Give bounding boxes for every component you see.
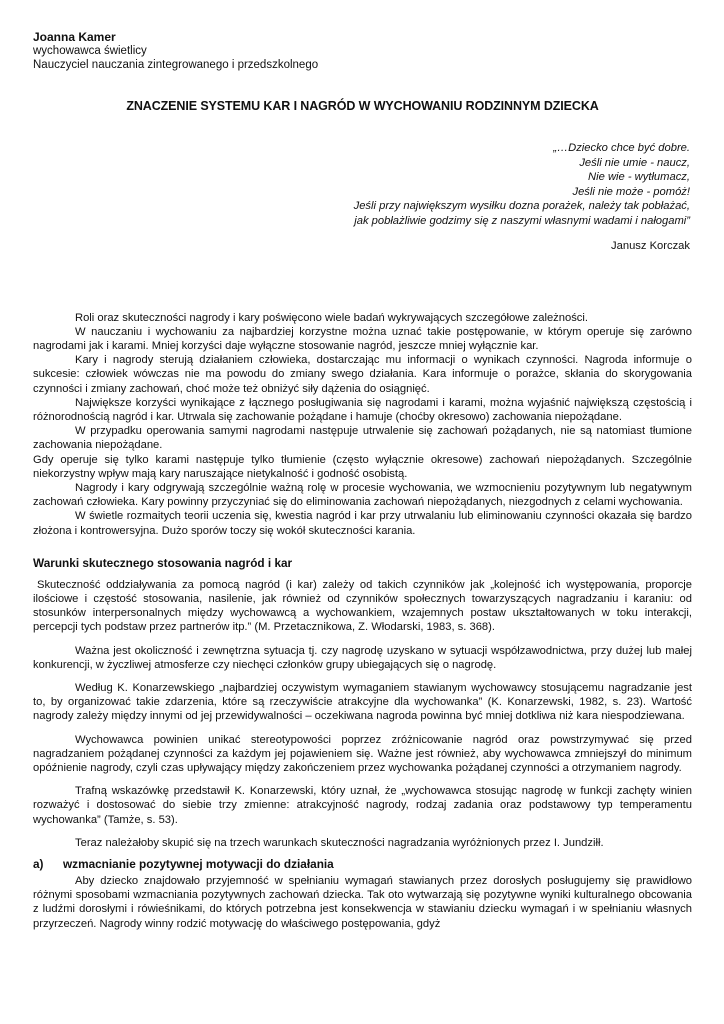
subsection-title: wzmacnianie pozytywnej motywacji do działania bbox=[63, 857, 334, 872]
subsection-a-body bbox=[33, 874, 692, 931]
section-conditions bbox=[33, 578, 692, 850]
paragraph: Roli oraz skuteczności nagrody i kary poświęcono wiele badań wykrywających szczegółowe zależności. bbox=[75, 311, 588, 324]
paragraph: Ważna jest okoliczność i zewnętrzna sytuacja tj. czy nagrodę uzyskano w sytuacji współzawodnictwa, przy dużej lub małej konkurencji, w życzliwej atmosferze czy niechęci członków grupy ubiegających się o nagrodę. bbox=[33, 644, 692, 671]
paragraph: Kary i nagrody sterują działaniem człowieka, dostarczając mu informacji o wynikach czynności. Nagroda informuje o sukcesie: człowiek wówczas nie ma powodu do zmiany swego działania. Kara informuje o porażce, skłania do skorygowania czynności i zmiany zachowań, choć może też obniżyć siły dążenia do osiągnięć. bbox=[33, 354, 692, 395]
author-role: wychowawca świetlicy bbox=[33, 45, 147, 57]
paragraph: W przypadku operowania samymi nagrodami następuje utrwalenie się zachowań pożądanych, nie są natomiast tłumione zachowania niepożądane. bbox=[33, 425, 692, 452]
quote-line: Jeśli nie może - pomóż! bbox=[572, 185, 690, 198]
author-position: Nauczyciel nauczania zintegrowanego i przedszkolnego bbox=[33, 59, 319, 71]
quote-line: Nie wie - wytłumacz, bbox=[588, 171, 690, 184]
paragraph: Skuteczność oddziaływania za pomocą nagród (i kar) zależy od takich czynników jak „kolejność ich występowania, proporcje ilościowe i częstość stosowania, nasilenie, jak również od czynników społecznych towarzyszących nagradzaniu i karaniu: od stosunków interpersonalnych między wychowawcą a wychowankiem, wzajemnych postaw ukształtowanych w toku interakcji, percepcji tych podstaw przez partnerów itp.” (M. Przetacznikowa, Z. Włodarski, 1983, s. 368). bbox=[33, 578, 692, 634]
quote-author: Janusz Korczak bbox=[611, 239, 690, 252]
subsection-heading bbox=[33, 857, 692, 871]
paragraph: W świetle rozmaitych teorii uczenia się, kwestia nagród i kar przy utrwalaniu lub eliminowaniu czynności okazała się bardzo złożona i kontrowersyjna. Dużo sporów toczy się wokół skuteczności karania. bbox=[33, 510, 692, 537]
paragraph: Nagrody i kary odgrywają szczególnie ważną rolę w procesie wychowania, we wzmocnieniu pozytywnym lub negatywnym zachowań człowieka. Kary powinny przyczyniać się do eliminowania zachowań niepożądanych, niezgodnych z celami wychowania. bbox=[33, 482, 692, 509]
author-name: Joanna Kamer bbox=[33, 30, 116, 44]
subsection-label: a) bbox=[33, 857, 44, 872]
paragraph: Teraz należałoby skupić się na trzech warunkach skuteczności nagradzania wyróżnionych przez I. Jundziłł. bbox=[75, 836, 604, 849]
document-title: ZNACZENIE SYSTEMU KAR I NAGRÓD W WYCHOWANIU RODZINNYM DZIECKA bbox=[126, 99, 599, 113]
document-page bbox=[33, 30, 692, 931]
paragraph: Największe korzyści wynikające z łącznego posługiwania się nagrodami i karami, można wyjaśnić największą częstością i różnorodnością nagród i kar. Utrwala się zachowanie pożądane i hamuje (choćby okresowo) zachowania niepożądane. bbox=[33, 396, 692, 423]
paragraph: Gdy operuje się tylko karami następuje tylko tłumienie (często wyłącznie okresowe) zachowań niepożądanych. Szczególnie niekorzystny wpływ mają kary naruszające nietykalność i godność osobistą. bbox=[33, 453, 692, 480]
paragraph: W nauczaniu i wychowaniu za najbardziej korzystne można uznać takie postępowanie, w którym operuje się zarówno nagrodami jak i karami. Mniej korzyści daje wyłączne stosowanie nagród, jeszcze mniej wyłącznie kar. bbox=[33, 325, 692, 352]
paragraph: Trafną wskazówkę przedstawił K. Konarzewski, który uznał, że „wychowawca stosując nagrodę w funkcji zachęty winien rozważyć i dostosować do siebie trzy zmienne: atrakcyjność nagrody, rodzaj zadania oraz podstawowy typ temperamentu wychowanka” (Tamże, s. 53). bbox=[33, 785, 692, 826]
quote-line: jak pobłażliwie godzimy się z naszymi własnymi wadami i nałogami” bbox=[354, 214, 690, 227]
paragraph: Aby dziecko znajdowało przyjemność w spełnianiu wymagań stawianych przez dorosłych posługujemy się prawidłowo różnymi sposobami wzmacniania pozytywnych zachowań dziecka. Tak oto wytwarzają się pozytywne wyniki kulturalnego obcowania z ludźmi dorosłymi i rówieśnikami, do których potrzebna jest konsekwencja w stawianiu dziecku wymagań i w spełnianiu własnych przyrzeczeń. Nagrody winny rodzić motywację do właściwego postępowania, gdyż bbox=[33, 875, 692, 930]
quote-line: „…Dziecko chce być dobre. bbox=[553, 142, 690, 154]
paragraph: Wychowawca powinien unikać stereotypowości poprzez zróżnicowanie nagród oraz powstrzymywać się przed nagradzaniem pożądanej czynności za każdym jej pojawieniem się. Ważne jest również, aby wychowawca zmniejszył do minimum opóźnienie nagrody, czyli czas upływający między zakończeniem przez wychowanka pożądanej czynności a otrzymaniem nagrody. bbox=[33, 733, 692, 775]
section-introduction bbox=[33, 311, 692, 538]
paragraph: Według K. Konarzewskiego „najbardziej oczywistym wymaganiem stawianym wychowawcy stosującemu nagradzanie jest to, by organizować takie zdarzenia, które są rzeczywiście atrakcyjne dla wychowanka” (K. Konarzewski, 1982, s. 23). Wartość nagrody zależy między innymi od jej przewidywalności – oczekiwana nagroda powinna być mniej dotkliwa niż kara niespodziewana. bbox=[33, 682, 692, 723]
author-block bbox=[33, 30, 692, 72]
epigraph-quote bbox=[33, 141, 692, 229]
quote-line: Jeśli nie umie - naucz, bbox=[579, 156, 690, 169]
quote-line: Jeśli przy największym wysiłku dozna porażek, należy tak pobłażać, bbox=[353, 200, 690, 213]
section-heading: Warunki skutecznego stosowania nagród i kar bbox=[33, 555, 293, 570]
